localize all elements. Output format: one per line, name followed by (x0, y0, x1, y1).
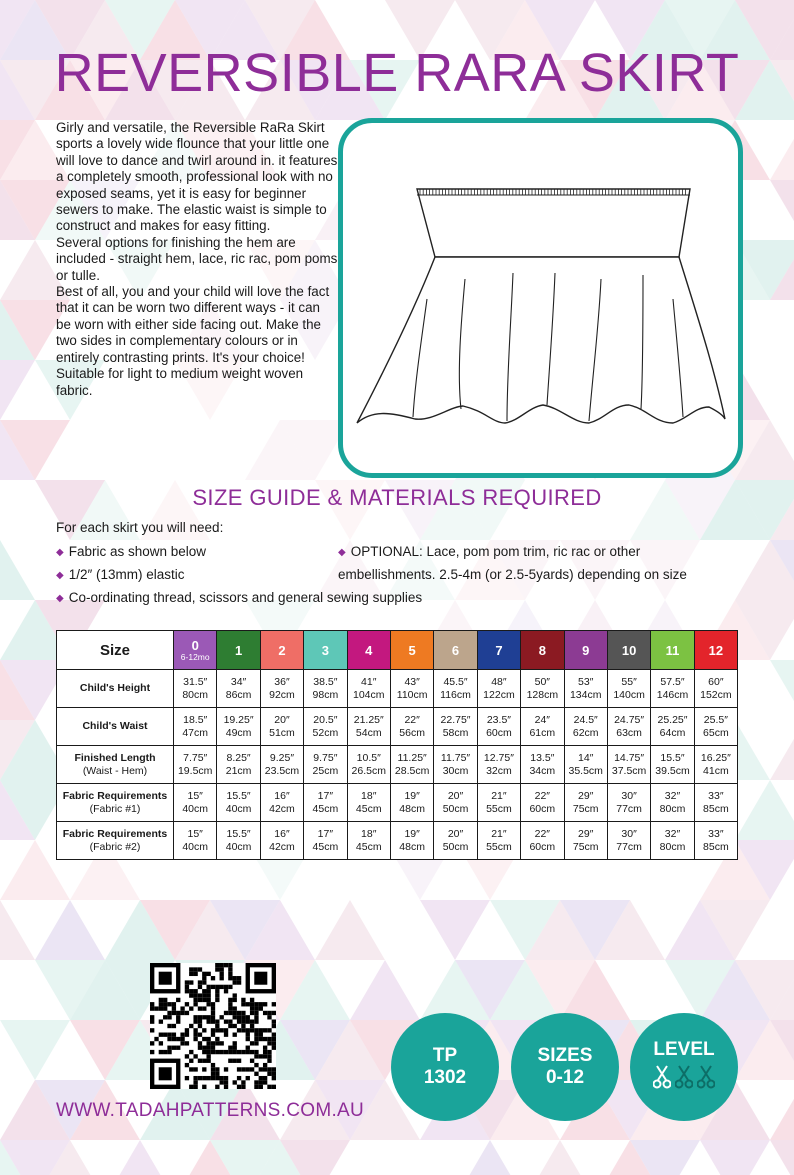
size-value-cell (390, 708, 433, 746)
value-inches: 20.5″ (313, 713, 338, 726)
value-inches: 20″ (447, 827, 464, 840)
value-cm: 98cm (312, 688, 339, 701)
value-inches: 22″ (534, 789, 551, 802)
diamond-bullet-icon: ◆ (338, 547, 346, 558)
materials-bullet-text: 1/2″ (13mm) elastic (68, 567, 185, 582)
level-scissors (653, 1065, 715, 1095)
size-number: 1 (234, 642, 243, 658)
value-inches: 19″ (404, 827, 420, 840)
value-cm: 32cm (486, 764, 512, 777)
size-value-cell (651, 746, 694, 784)
size-value-cell (304, 708, 347, 746)
background-triangle (770, 1080, 794, 1140)
value-cm: 65cm (703, 726, 729, 739)
size-value-cell (390, 670, 433, 708)
value-inches: 48″ (491, 675, 507, 688)
value-cm: 116cm (440, 688, 471, 701)
value-inches: 20″ (274, 713, 290, 726)
background-triangle (770, 120, 794, 180)
sizes-range: 0-12 (545, 1067, 585, 1088)
value-cm: 40cm (182, 840, 209, 853)
size-value-cell (607, 746, 650, 784)
value-cm: 25cm (312, 764, 339, 777)
background-triangle (735, 780, 794, 840)
value-inches: 9.25″ (269, 751, 295, 764)
value-inches: 7.75″ (183, 751, 208, 764)
background-triangle (35, 900, 105, 960)
value-inches: 57.5″ (660, 675, 685, 688)
value-inches: 45.5″ (443, 675, 468, 688)
size-value-cell (434, 784, 477, 822)
size-value-cell (174, 708, 217, 746)
level-label: LEVEL (653, 1039, 715, 1060)
size-header-cell (651, 631, 694, 670)
size-header-cell (564, 631, 607, 670)
size-value-cell (347, 784, 390, 822)
size-value-cell (390, 784, 433, 822)
size-value-cell (694, 784, 737, 822)
value-cm: 140cm (613, 688, 645, 701)
value-inches: 32″ (664, 827, 681, 840)
value-inches: 14.75″ (614, 751, 645, 764)
value-cm: 35.5cm (568, 764, 603, 777)
level-badge (630, 1013, 738, 1121)
value-cm: 30cm (442, 764, 469, 777)
value-cm: 52cm (312, 726, 339, 739)
value-inches: 13.5″ (530, 751, 555, 764)
size-value-cell (694, 822, 737, 860)
value-cm: 63cm (616, 726, 642, 739)
background-triangle (455, 1140, 525, 1175)
row-label-subtext: (Fabric #1) (89, 802, 141, 815)
value-inches: 31.5″ (183, 675, 208, 688)
size-value-cell (260, 670, 303, 708)
size-value-cell (564, 708, 607, 746)
value-cm: 122cm (483, 688, 515, 701)
size-value-cell (304, 746, 347, 784)
size-chart-row (57, 822, 738, 860)
value-cm: 50cm (442, 840, 469, 853)
value-cm: 55cm (486, 802, 512, 815)
value-inches: 24″ (534, 713, 551, 726)
value-inches: 24.5″ (573, 713, 598, 726)
size-chart-row (57, 784, 738, 822)
pattern-code: 1302 (423, 1067, 467, 1088)
value-cm: 56cm (399, 726, 425, 739)
size-value-cell (477, 670, 520, 708)
row-label-subtext: (Fabric #2) (89, 840, 141, 853)
value-cm: 75cm (572, 840, 599, 853)
size-value-cell (304, 670, 347, 708)
size-number: 6 (451, 642, 460, 658)
size-number: 11 (665, 642, 680, 658)
page-title: REVERSIBLE RARA SKIRT (54, 43, 740, 103)
value-inches: 16″ (274, 789, 290, 802)
value-cm: 134cm (569, 688, 602, 701)
value-inches: 22″ (534, 827, 551, 840)
value-cm: 75cm (572, 802, 599, 815)
value-cm: 77cm (616, 802, 642, 815)
background-triangle (700, 1140, 770, 1175)
size-number: 5 (408, 642, 416, 658)
size-value-cell (347, 822, 390, 860)
value-cm: 55cm (486, 840, 512, 853)
value-cm: 28.5cm (394, 764, 430, 777)
value-inches: 19″ (404, 789, 420, 802)
materials-bullet-text: OPTIONAL: Lace, pom pom trim, ric rac or other (350, 544, 641, 559)
size-value-cell (521, 822, 564, 860)
value-cm: 45cm (355, 840, 382, 853)
description-paragraph: Suitable for light to medium weight woven fabric. (56, 366, 304, 398)
value-cm: 61cm (529, 726, 556, 739)
description-paragraph: Girly and versatile, the Reversible RaRa Skirt sports a lovely wide flounce that your little one will love to dance and twirl around in. it features a completely smooth, professional look with no exposed seams, yet it is easy for beginner sewers to make. The elastic waist is simple to construct and makes for easy fitting. (56, 120, 338, 234)
value-inches: 25.5″ (703, 713, 728, 726)
description-paragraph: Several options for finishing the hem are included - straight hem, lace, ric rac, pom poms or tulle. (56, 234, 338, 283)
background-triangle (770, 660, 794, 720)
value-cm: 85cm (703, 840, 729, 853)
background-triangle (0, 360, 35, 420)
size-header-row (57, 631, 738, 670)
value-inches: 10.5″ (356, 751, 381, 764)
value-inches: 22″ (404, 713, 420, 726)
size-value-cell (477, 822, 520, 860)
value-cm: 64cm (659, 726, 686, 739)
value-cm: 39.5cm (655, 764, 690, 777)
size-header-cell (521, 631, 564, 670)
size-value-cell (217, 670, 260, 708)
value-cm: 41cm (703, 764, 729, 777)
value-cm: 77cm (616, 840, 642, 853)
size-value-cell (477, 784, 520, 822)
qr-code[interactable] (150, 963, 276, 1089)
size-value-cell (434, 746, 477, 784)
value-cm: 110cm (396, 688, 428, 701)
size-value-cell (434, 822, 477, 860)
value-inches: 9.75″ (313, 751, 338, 764)
value-inches: 21″ (491, 827, 507, 840)
size-guide-heading: SIZE GUIDE & MATERIALS REQUIRED (192, 485, 602, 510)
size-header-cell (390, 631, 433, 670)
size-value-cell (347, 670, 390, 708)
size-value-cell (477, 746, 520, 784)
size-value-cell (694, 670, 737, 708)
row-label (57, 822, 174, 860)
materials-bullet (56, 590, 422, 605)
website-link[interactable]: WWW.TADAHPATTERNS.COM.AU (56, 1100, 365, 1121)
size-value-cell (304, 784, 347, 822)
size-value-cell (217, 784, 260, 822)
row-label (57, 670, 174, 708)
diamond-bullet-icon: ◆ (56, 593, 64, 604)
value-inches: 32″ (664, 789, 681, 802)
value-cm: 80cm (659, 840, 686, 853)
value-inches: 30″ (621, 789, 637, 802)
diamond-bullet-icon: ◆ (56, 547, 64, 558)
value-inches: 21.25″ (353, 713, 384, 726)
value-inches: 24.75″ (614, 713, 645, 726)
value-inches: 15″ (187, 789, 203, 802)
scissors-icon (653, 1065, 671, 1095)
materials-bullet-text: Fabric as shown below (68, 544, 207, 559)
size-header-cell (694, 631, 737, 670)
skirt-line-drawing (343, 123, 738, 473)
size-value-cell (174, 670, 217, 708)
size-header-cell (477, 631, 520, 670)
size-header-cell (174, 631, 217, 670)
row-label-subtext: (Waist - Hem) (82, 764, 148, 777)
materials-bullet (56, 544, 206, 559)
size-chart-row (57, 670, 738, 708)
row-label-text: Fabric Requirements (62, 789, 168, 802)
size-number: 9 (582, 642, 590, 658)
size-chart-row (57, 708, 738, 746)
size-age-range: 6-12mo (180, 651, 210, 662)
value-inches: 23.5″ (486, 713, 511, 726)
materials-bullet-text: Co-ordinating thread, scissors and general sewing supplies (68, 590, 423, 605)
value-inches: 38.5″ (313, 675, 338, 688)
value-inches: 11.75″ (440, 751, 471, 764)
value-inches: 16.25″ (700, 751, 731, 764)
materials-bullet (56, 567, 185, 582)
value-inches: 34″ (230, 675, 247, 688)
background-triangle (0, 540, 35, 600)
size-value-cell (521, 746, 564, 784)
row-label (57, 708, 174, 746)
size-value-cell (434, 708, 477, 746)
description-paragraph: Best of all, you and your child will love the fact that it can be worn two different ways - it can be worn with either side facing out. Make the two sides in complementary colours or in entirely contrasting prints. It's your choice! (56, 284, 330, 365)
value-cm: 42cm (269, 802, 295, 815)
size-number: 10 (621, 642, 637, 658)
size-value-cell (694, 746, 737, 784)
scissors-icon (675, 1065, 693, 1095)
size-value-cell (347, 708, 390, 746)
value-inches: 22.75″ (440, 713, 471, 726)
size-value-cell (521, 670, 564, 708)
size-value-cell (174, 784, 217, 822)
value-cm: 86cm (225, 688, 252, 701)
size-value-cell (607, 708, 650, 746)
value-cm: 128cm (526, 688, 559, 701)
size-value-cell (260, 746, 303, 784)
value-cm: 47cm (182, 726, 209, 739)
background-triangle (0, 1020, 70, 1080)
row-label-text: Fabric Requirements (62, 827, 168, 840)
value-inches: 8.25″ (226, 751, 251, 764)
value-inches: 17″ (317, 789, 334, 802)
value-inches: 33″ (708, 827, 724, 840)
size-value-cell (217, 708, 260, 746)
materials-bullet-optional (338, 544, 640, 559)
value-inches: 16″ (274, 827, 290, 840)
background-triangle (525, 1140, 595, 1175)
pattern-code-badge (391, 1013, 499, 1121)
row-label-text: Child's Height (79, 682, 151, 694)
size-value-cell (304, 822, 347, 860)
value-cm: 60cm (486, 726, 512, 739)
size-value-cell (564, 822, 607, 860)
value-inches: 18″ (361, 789, 377, 802)
value-cm: 60cm (529, 802, 556, 815)
value-inches: 36″ (274, 675, 290, 688)
value-cm: 23.5cm (264, 764, 300, 777)
size-chart-table (56, 630, 738, 860)
value-cm: 54cm (355, 726, 382, 739)
background-triangle (350, 960, 420, 1020)
value-inches: 14″ (578, 751, 594, 764)
value-cm: 62cm (572, 726, 599, 739)
sizes-badge (511, 1013, 619, 1121)
value-cm: 48cm (399, 802, 425, 815)
value-inches: 30″ (621, 827, 637, 840)
size-number: 4 (365, 642, 373, 658)
size-header-cell (217, 631, 260, 670)
value-cm: 34cm (529, 764, 556, 777)
size-value-cell (174, 746, 217, 784)
value-inches: 25.25″ (657, 713, 688, 726)
size-value-cell (651, 708, 694, 746)
value-inches: 55″ (621, 675, 637, 688)
size-value-cell (651, 670, 694, 708)
background-triangle (770, 1140, 794, 1175)
value-cm: 49cm (225, 726, 252, 739)
value-cm: 45cm (312, 802, 339, 815)
size-value-cell (564, 784, 607, 822)
size-value-cell (521, 784, 564, 822)
background-triangle (770, 180, 794, 240)
value-inches: 18″ (361, 827, 377, 840)
value-inches: 15″ (187, 827, 203, 840)
skirt-illustration-frame (338, 118, 743, 478)
size-value-cell (390, 822, 433, 860)
size-header-cell (304, 631, 347, 670)
value-inches: 50″ (534, 675, 551, 688)
value-inches: 29″ (578, 789, 594, 802)
value-inches: 15.5″ (226, 827, 251, 840)
size-value-cell (434, 670, 477, 708)
value-cm: 45cm (355, 802, 382, 815)
size-value-cell (651, 784, 694, 822)
size-value-cell (217, 746, 260, 784)
value-inches: 15.5″ (226, 789, 251, 802)
size-value-cell (260, 822, 303, 860)
value-cm: 45cm (312, 840, 339, 853)
value-cm: 40cm (182, 802, 209, 815)
background-triangle (770, 720, 794, 780)
value-cm: 51cm (269, 726, 295, 739)
size-number: 2 (278, 642, 286, 658)
size-value-cell (607, 822, 650, 860)
value-cm: 21cm (225, 764, 252, 777)
size-value-cell (564, 670, 607, 708)
size-header-cell (347, 631, 390, 670)
size-value-cell (564, 746, 607, 784)
value-inches: 19.25″ (223, 713, 254, 726)
value-cm: 26.5cm (351, 764, 386, 777)
value-inches: 29″ (578, 827, 594, 840)
size-number: 3 (321, 642, 329, 658)
size-value-cell (390, 746, 433, 784)
size-value-cell (260, 784, 303, 822)
size-value-cell (521, 708, 564, 746)
value-inches: 33″ (708, 789, 724, 802)
value-cm: 48cm (399, 840, 425, 853)
row-label-text: Finished Length (74, 751, 156, 764)
value-cm: 152cm (700, 688, 732, 701)
value-inches: 17″ (317, 827, 334, 840)
size-number: 12 (708, 642, 724, 658)
materials-optional-continued: embellishments. 2.5-4m (or 2.5-5yards) depending on size (338, 567, 687, 582)
value-inches: 15.5″ (660, 751, 685, 764)
value-cm: 50cm (442, 802, 469, 815)
value-cm: 92cm (269, 688, 295, 701)
value-inches: 18.5″ (183, 713, 208, 726)
background-triangle (315, 900, 385, 960)
size-number: 7 (495, 642, 503, 658)
materials-intro: For each skirt you will need: (56, 520, 224, 535)
value-cm: 40cm (225, 802, 252, 815)
size-value-cell (651, 822, 694, 860)
value-cm: 104cm (353, 688, 385, 701)
value-inches: 21″ (491, 789, 507, 802)
description (56, 120, 338, 399)
size-value-cell (607, 784, 650, 822)
diamond-bullet-icon: ◆ (56, 570, 64, 581)
background-triangle (0, 900, 35, 960)
row-label-text: Child's Waist (82, 720, 148, 732)
value-inches: 60″ (708, 675, 724, 688)
sizes-label: SIZES (537, 1045, 593, 1066)
background-triangle (420, 900, 490, 960)
size-number: 0 (191, 637, 199, 653)
value-cm: 40cm (225, 840, 252, 853)
pattern-code-label: TP (432, 1045, 458, 1066)
size-value-cell (347, 746, 390, 784)
size-value-cell (174, 822, 217, 860)
size-header-cell (434, 631, 477, 670)
row-label (57, 746, 174, 784)
size-value-cell (607, 670, 650, 708)
value-cm: 60cm (529, 840, 556, 853)
value-inches: 12.75″ (483, 751, 514, 764)
size-value-cell (217, 822, 260, 860)
size-value-cell (260, 708, 303, 746)
value-cm: 146cm (656, 688, 689, 701)
value-cm: 37.5cm (611, 764, 647, 777)
value-inches: 20″ (447, 789, 464, 802)
value-inches: 11.25″ (397, 751, 427, 764)
value-inches: 41″ (361, 675, 377, 688)
background-triangle (105, 1140, 175, 1175)
value-cm: 42cm (269, 840, 295, 853)
size-value-cell (477, 708, 520, 746)
value-cm: 85cm (703, 802, 729, 815)
size-column-label: Size (57, 631, 174, 670)
value-cm: 80cm (182, 688, 209, 701)
value-cm: 19.5cm (177, 764, 213, 777)
scissors-icon (697, 1065, 715, 1095)
value-cm: 80cm (659, 802, 686, 815)
size-header-cell (260, 631, 303, 670)
size-value-cell (694, 708, 737, 746)
value-inches: 53″ (578, 675, 594, 688)
value-cm: 58cm (442, 726, 469, 739)
size-number: 8 (538, 642, 546, 658)
row-label (57, 784, 174, 822)
value-inches: 43″ (404, 675, 420, 688)
size-chart-row (57, 746, 738, 784)
size-header-cell (607, 631, 650, 670)
